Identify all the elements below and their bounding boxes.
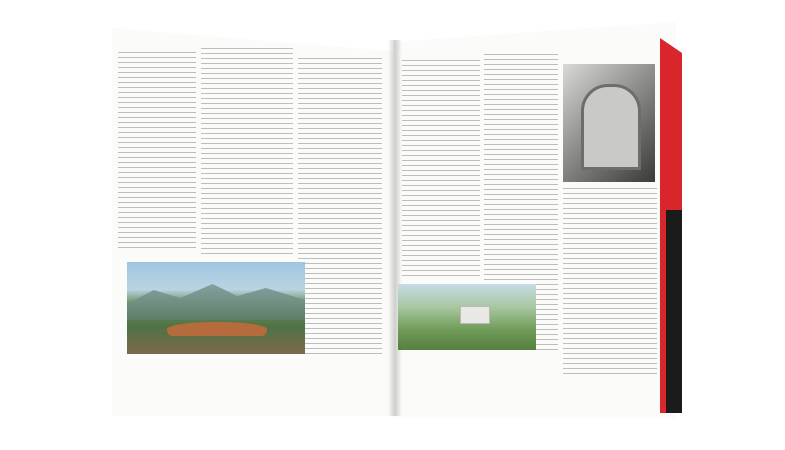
right-text-column-1	[402, 60, 480, 280]
left-text-column-2	[201, 48, 293, 254]
house-shape	[460, 306, 490, 324]
right-text-column-3	[563, 188, 657, 378]
left-text-column-1	[118, 52, 196, 252]
arch-shape	[581, 84, 641, 170]
mountain-shape	[127, 280, 305, 320]
interior-photo	[563, 64, 655, 182]
building-shape	[167, 322, 267, 336]
field-photo	[398, 284, 536, 350]
left-text-column-3	[298, 58, 382, 358]
spine-gutter	[388, 40, 402, 416]
black-page-edge	[666, 210, 682, 413]
landscape-photo	[127, 262, 305, 354]
